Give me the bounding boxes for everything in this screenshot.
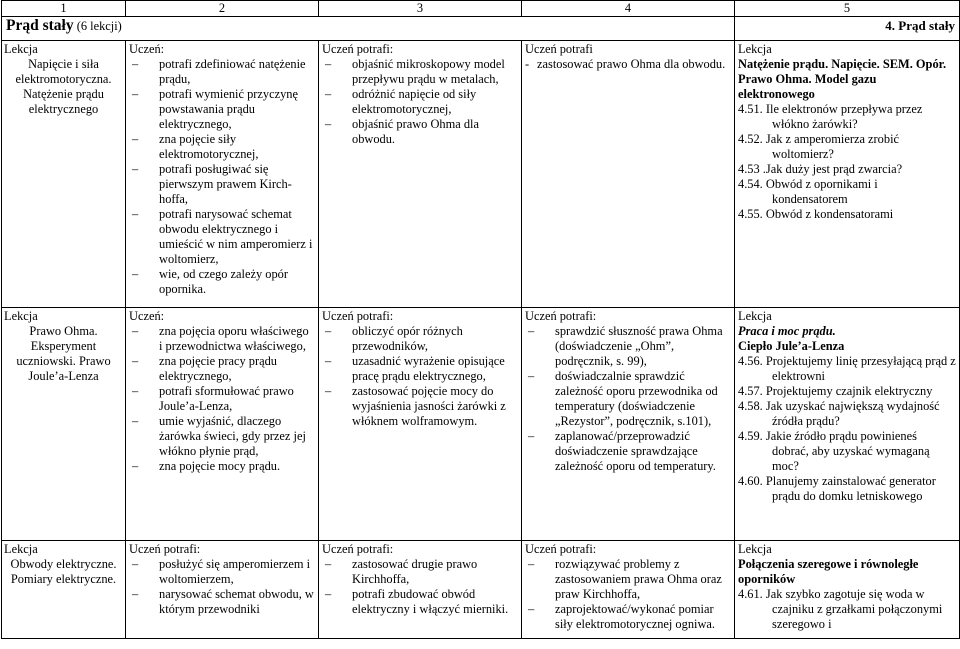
section-hours: (6 lekcji) bbox=[76, 19, 122, 33]
lesson-title: Praca i moc prądu. bbox=[738, 324, 836, 338]
task-item: 4.59. Jakie źródło prądu powinieneś dobrać, aby uzyskać wymaganą moc? bbox=[738, 429, 930, 473]
requirement-item: - zastosować prawo Ohma dla obwodu. bbox=[525, 57, 731, 72]
requirement-item: – potrafi sformułować prawo Joule’a-Lenza, bbox=[129, 384, 315, 414]
lesson-row bbox=[2, 41, 960, 308]
extended-requirements-cell bbox=[319, 541, 522, 639]
requirement-item: – objaśnić mikroskopowy model przepływu prądu w metalach, bbox=[322, 57, 518, 87]
curriculum-table bbox=[1, 0, 960, 639]
lesson-label: Lekcja bbox=[738, 309, 772, 323]
requirement-item: – zna pojęcie mocy prądu. bbox=[129, 459, 315, 474]
requirements-list bbox=[129, 557, 315, 617]
lesson-label: Lekcja bbox=[4, 542, 38, 556]
section-title-cell bbox=[2, 17, 735, 41]
task-item: 4.53 .Jak duży jest prąd zwarcia? bbox=[738, 162, 903, 176]
requirement-item: – potrafi posługiwać się pierwszym prawem Kirch-hoffa, bbox=[129, 162, 315, 207]
task-list bbox=[738, 354, 956, 504]
requirement-item: – obliczyć opór różnych przewodników, bbox=[322, 324, 518, 354]
requirement-item: – objaśnić prawo Ohma dla obwodu. bbox=[322, 117, 518, 147]
task-item: 4.52. Jak z amperomierza zrobić woltomierz? bbox=[738, 132, 900, 161]
column-number: 2 bbox=[126, 1, 319, 17]
lesson-topic-line: uczniowski. Prawo bbox=[16, 354, 111, 368]
requirement-item: – zna pojęcie siły elektromotorycznej, bbox=[129, 132, 315, 162]
extended-requirements-cell bbox=[319, 41, 522, 308]
requirements-heading: Uczeń: bbox=[129, 42, 165, 56]
basic-requirements-cell bbox=[126, 41, 319, 308]
requirement-item: – umie wyjaśnić, dlaczego żarówka świeci, gdy przez jej włókno płynie prąd, bbox=[129, 414, 315, 459]
task-item: 4.61. Jak szybko zagotuje się woda w czajniku z grzałkami połączonymi szeregowo i bbox=[738, 587, 943, 631]
requirements-list bbox=[525, 324, 731, 474]
requirement-item: – uzasadnić wyrażenie opisujące pracę prądu elektrycznego, bbox=[322, 354, 518, 384]
lesson-row bbox=[2, 308, 960, 541]
lesson-row bbox=[2, 541, 960, 639]
advanced-requirements-cell bbox=[522, 308, 735, 541]
lesson-topic-line: Pomiary elektryczne. bbox=[10, 572, 117, 586]
requirements-heading: Uczeń potrafi bbox=[525, 42, 593, 56]
requirement-item: – zastosować drugie prawo Kirchhoffa, bbox=[322, 557, 518, 587]
requirement-item: – zastosować pojęcie mocy do wyjaśnienia jasności żarówki z włóknem wolframowym. bbox=[322, 384, 518, 429]
requirements-heading: Uczeń potrafi: bbox=[322, 42, 394, 56]
section-title: Prąd stały bbox=[6, 17, 74, 34]
lesson-topic-line: Prawo Ohma. bbox=[29, 324, 98, 338]
requirements-heading: Uczeń potrafi: bbox=[322, 309, 394, 323]
lesson-title: Połączenia szeregowe i równoległe oporników bbox=[738, 557, 919, 586]
column-number: 5 bbox=[735, 1, 960, 17]
task-item: 4.55. Obwód z kondensatorami bbox=[738, 207, 894, 221]
lesson-topic-cell bbox=[2, 308, 126, 541]
lesson-title: Ciepło Jule’a-Lenza bbox=[738, 339, 845, 353]
lesson-label: Lekcja bbox=[4, 42, 38, 56]
requirement-item: – zna pojęcia oporu właściwego i przewodnictwa właściwego, bbox=[129, 324, 315, 354]
lesson-topic-line: Natężenie prądu bbox=[23, 87, 104, 101]
column-number: 3 bbox=[319, 1, 522, 17]
requirements-heading: Uczeń potrafi: bbox=[322, 542, 394, 556]
basic-requirements-cell bbox=[126, 541, 319, 639]
requirements-heading: Uczeń potrafi: bbox=[525, 542, 597, 556]
requirement-item: – posłużyć się amperomierzem i woltomierzem, bbox=[129, 557, 315, 587]
requirement-item: – rozwiązywać problemy z zastosowaniem prawa Ohma oraz praw Kirchhoffa, bbox=[525, 557, 731, 602]
requirements-list bbox=[525, 557, 731, 632]
requirement-item: – narysować schemat obwodu, w którym przewodniki bbox=[129, 587, 315, 617]
lesson-topic-cell bbox=[2, 541, 126, 639]
requirements-heading: Uczeń: bbox=[129, 309, 165, 323]
lesson-label: Lekcja bbox=[738, 42, 772, 56]
requirement-item: – zaplanować/przeprowadzić doświadczenie sprawdzające zależność oporu od temperatury. bbox=[525, 429, 731, 474]
requirement-item: – potrafi wymienić przyczynę powstawania prądu elektrycznego, bbox=[129, 87, 315, 132]
basic-requirements-cell bbox=[126, 308, 319, 541]
column-number: 1 bbox=[2, 1, 126, 17]
lesson-topic-line: Napięcie i siła bbox=[28, 57, 99, 71]
advanced-requirements-cell bbox=[522, 541, 735, 639]
lesson-rows bbox=[2, 41, 960, 639]
task-list bbox=[738, 102, 956, 222]
requirement-item: – potrafi narysować schemat obwodu elektrycznego i umieścić w nim amperomierz i woltomierz, bbox=[129, 207, 315, 267]
requirements-list bbox=[322, 57, 518, 147]
lesson-tasks-cell bbox=[735, 41, 960, 308]
task-item: 4.60. Planujemy zainstalować generator prądu do domku letniskowego bbox=[738, 474, 936, 503]
lesson-tasks-cell bbox=[735, 541, 960, 639]
lesson-label: Lekcja bbox=[4, 309, 38, 323]
lesson-topic-line: Eksperyment bbox=[30, 339, 97, 353]
requirements-list bbox=[322, 324, 518, 429]
column-number-row bbox=[2, 1, 960, 17]
lesson-topic-line: Joule’a-Lenza bbox=[28, 369, 99, 383]
requirement-item: – sprawdzić słuszność prawa Ohma (doświadczenie „Ohm”, podręcznik, s. 99), bbox=[525, 324, 731, 369]
task-item: 4.57. Projektujemy czajnik elektryczny bbox=[738, 384, 933, 398]
requirement-item: – zna pojęcie pracy prądu elektrycznego, bbox=[129, 354, 315, 384]
requirements-heading: Uczeń potrafi: bbox=[525, 309, 597, 323]
requirement-item: – doświadczalnie sprawdzić zależność oporu przewodnika od temperatury (doświadczenie „Rezystor”, podręcznik, s.101), bbox=[525, 369, 731, 429]
task-item: 4.58. Jak uzyskać największą wydajność źródła prądu? bbox=[738, 399, 940, 428]
requirement-item: – odróżnić napięcie od siły elektromotorycznej, bbox=[322, 87, 518, 117]
section-header-row bbox=[2, 17, 960, 41]
requirements-list bbox=[129, 324, 315, 474]
requirement-item: – potrafi zbudować obwód elektryczny i włączyć mierniki. bbox=[322, 587, 518, 617]
column-number: 4 bbox=[522, 1, 735, 17]
task-item: 4.56. Projektujemy linię przesyłającą prąd z elektrowni bbox=[738, 354, 956, 383]
advanced-requirements-cell bbox=[522, 41, 735, 308]
requirements-heading: Uczeń potrafi: bbox=[129, 542, 201, 556]
lesson-topic-cell bbox=[2, 41, 126, 308]
requirement-item: – zaprojektować/wykonać pomiar siły elektromotorycznej ogniwa. bbox=[525, 602, 731, 632]
requirement-item: – potrafi zdefiniować natężenie prądu, bbox=[129, 57, 315, 87]
task-item: 4.51. Ile elektronów przepływa przez włókno żarówki? bbox=[738, 102, 923, 131]
extended-requirements-cell bbox=[319, 308, 522, 541]
task-list bbox=[738, 587, 956, 632]
lesson-title: Natężenie prądu. Napięcie. SEM. Opór. Prawo Ohma. Model gazu elektronowego bbox=[738, 57, 947, 101]
lesson-topic-line: Obwody elektryczne. bbox=[10, 557, 117, 571]
task-item: 4.54. Obwód z opornikami i kondensatorem bbox=[738, 177, 878, 206]
requirement-item: – wie, od czego zależy opór opornika. bbox=[129, 267, 315, 297]
requirements-list bbox=[322, 557, 518, 617]
section-number: 4. Prąd stały bbox=[735, 17, 960, 41]
lesson-label: Lekcja bbox=[738, 542, 772, 556]
requirements-list bbox=[129, 57, 315, 297]
lesson-tasks-cell bbox=[735, 308, 960, 541]
requirements-list bbox=[525, 57, 731, 72]
lesson-topic-line: elektrycznego bbox=[28, 102, 99, 116]
lesson-topic-line: elektromotoryczna. bbox=[15, 72, 112, 86]
